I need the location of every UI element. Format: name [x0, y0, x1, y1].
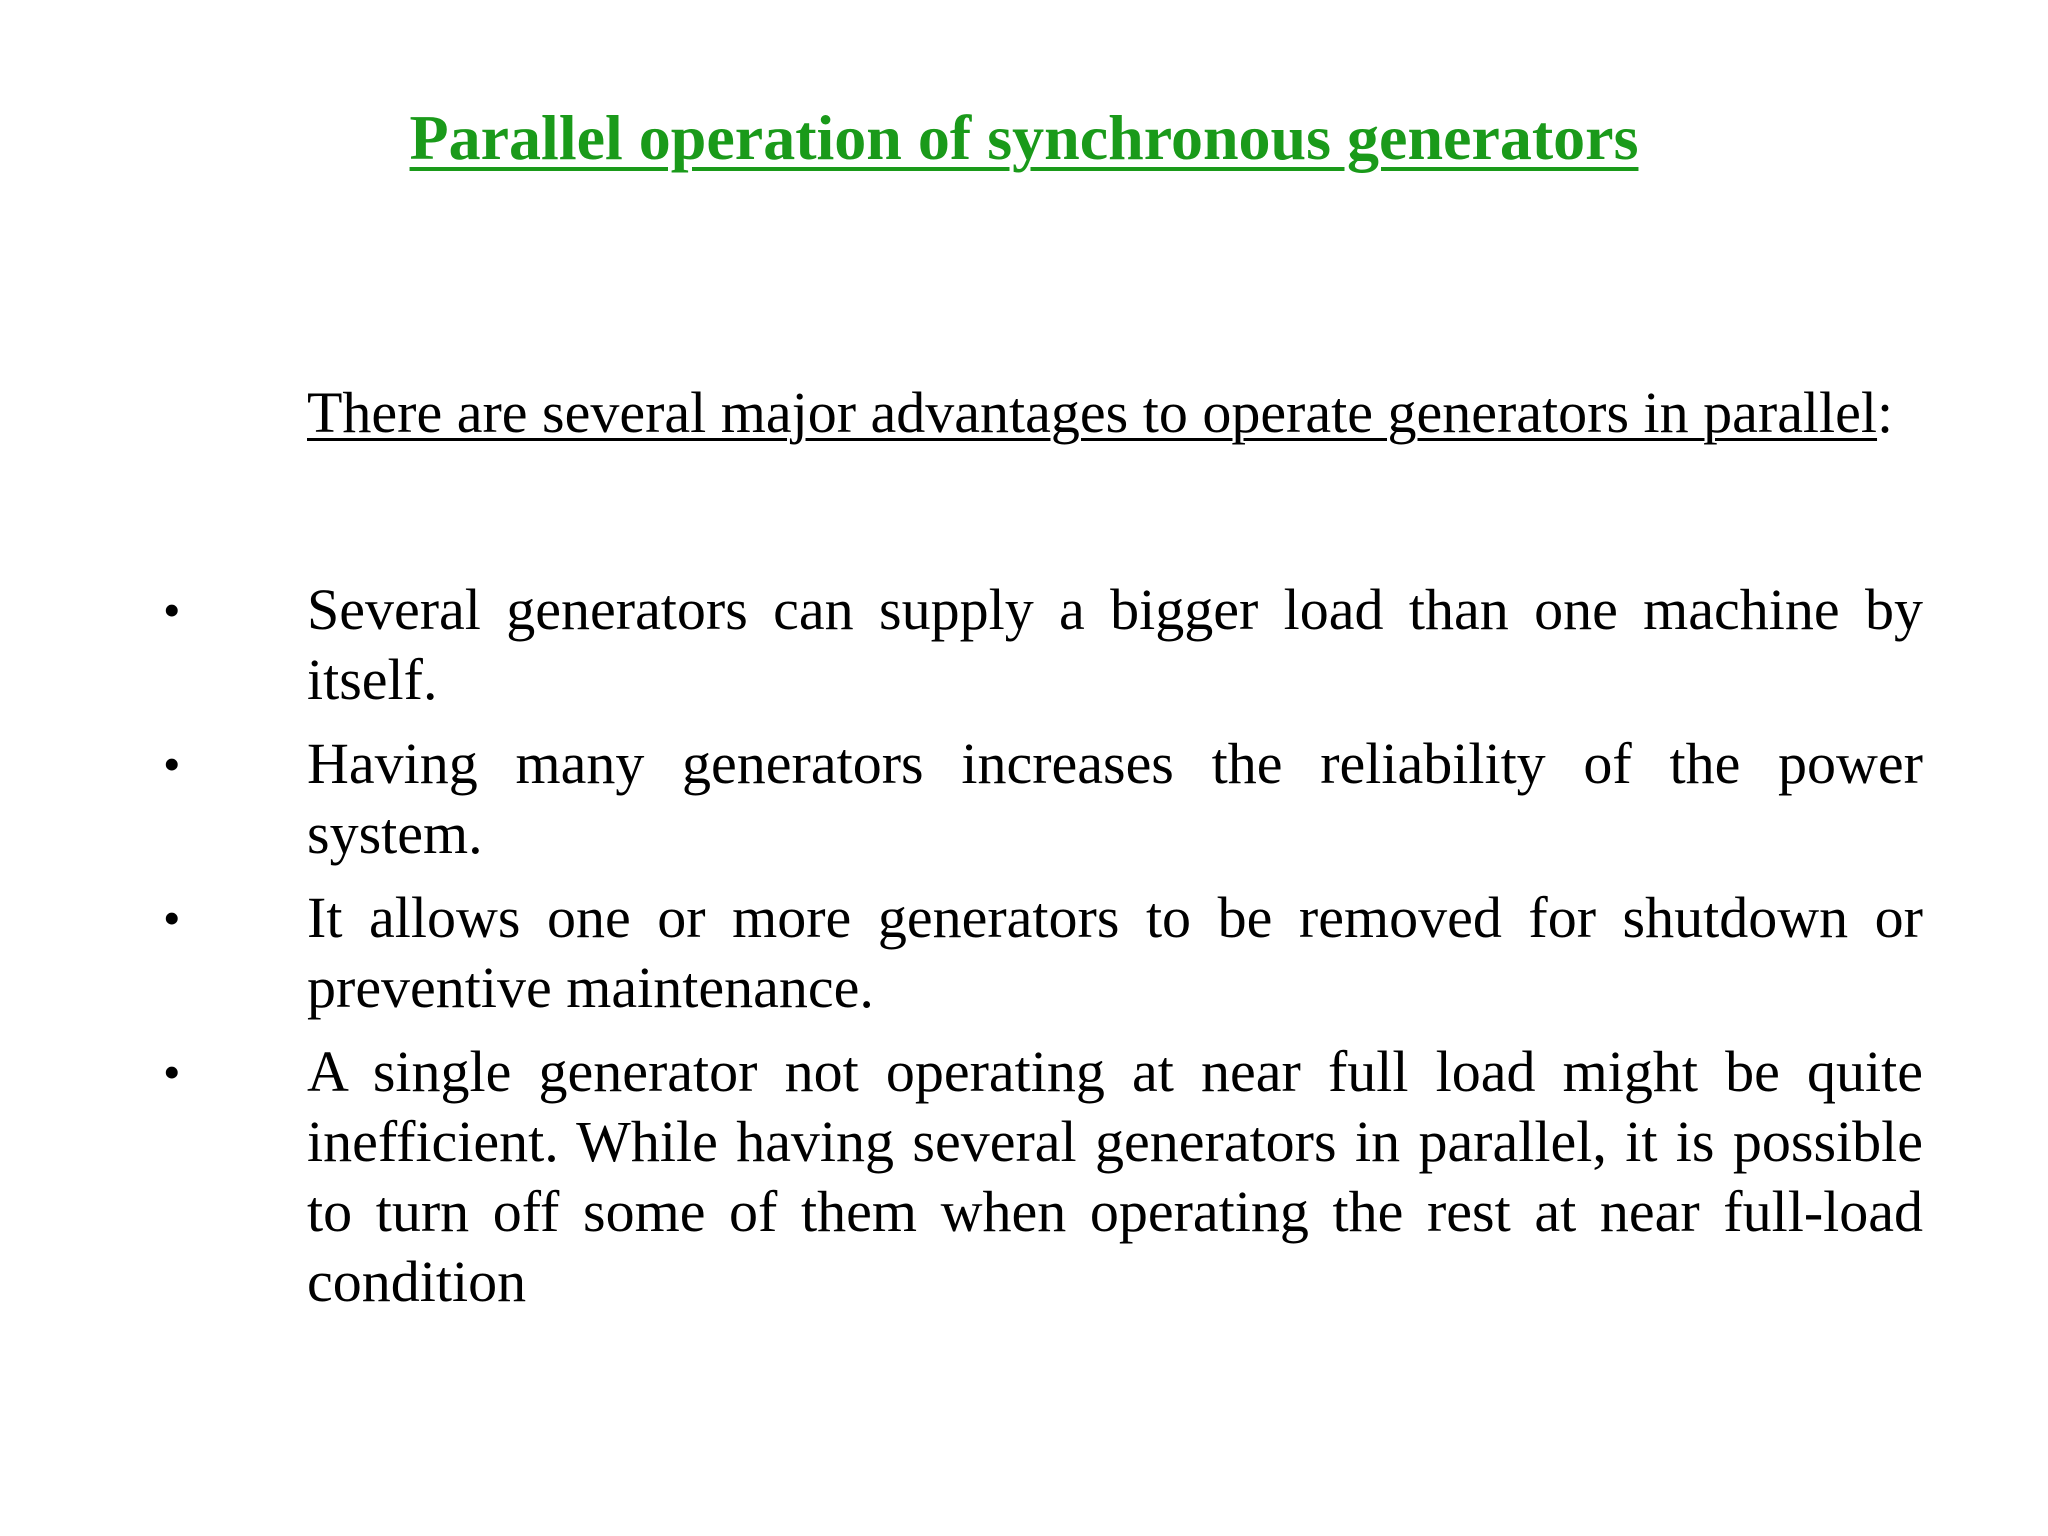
list-item-text: Having many generators increases the reliability of the power system. [307, 731, 1923, 866]
slide-title: Parallel operation of synchronous generators [409, 102, 1639, 173]
advantages-list [0, 575, 2048, 1331]
intro-text: There are several major advantages to operate generators in parallel [307, 380, 1878, 445]
list-item-text: A single generator not operating at near full load might be quite inefficient. While having several generators in parallel, it is possible to turn off some of them when operating the rest at near full-load condition [307, 1039, 1923, 1314]
list-item [0, 883, 2048, 1023]
bullet-icon: • [163, 582, 181, 638]
intro-paragraph [307, 378, 1907, 448]
bullet-icon: • [163, 1044, 181, 1100]
list-item-text: It allows one or more generators to be removed for shutdown or preventive maintenance. [307, 885, 1923, 1020]
bullet-icon: • [163, 736, 181, 792]
list-item [0, 729, 2048, 869]
intro-colon: : [1877, 380, 1894, 445]
bullet-icon: • [163, 890, 181, 946]
list-item [0, 1037, 2048, 1317]
list-item [0, 575, 2048, 715]
list-item-text: Several generators can supply a bigger load than one machine by itself. [307, 577, 1923, 712]
